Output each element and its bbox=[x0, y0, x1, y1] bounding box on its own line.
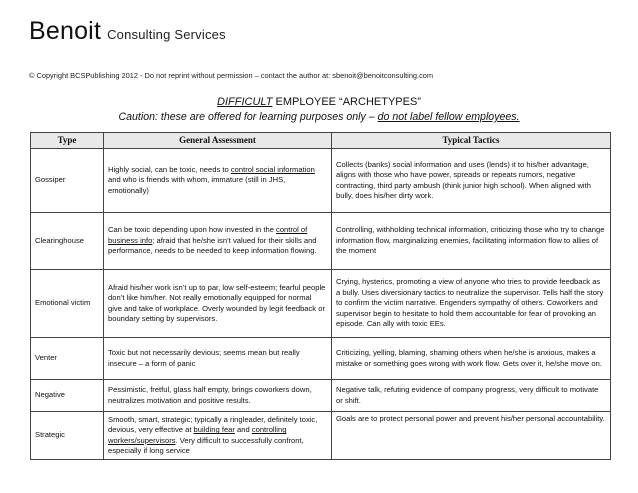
copyright-notice: © Copyright BCSPublishing 2012 - Do not reprint without permission – contact the author at: sbenoit@benoitconsulting.com bbox=[29, 71, 434, 80]
tactics-cell: Collects (banks) social information and uses (lends) it to his/her advantage, aligns with those who have power, spreads or repeats rumors, negative contracting, third party ambush (think junior high school). When aligned with bully, does his/her dirty work. bbox=[332, 149, 611, 213]
header-typical-tactics: Typical Tactics bbox=[332, 133, 611, 149]
assessment-text-mid: and bbox=[234, 425, 252, 435]
assessment-cell: Pessimistic, fretful, glass half empty, brings coworkers down, neutralizes motivation and positive results. bbox=[104, 380, 332, 412]
assessment-text-end: ; afraid that he/she isn’t valued for their skills and performance, needs to be needed to keep information flowing. bbox=[108, 235, 317, 256]
assessment-text: Highly social, can be toxic, needs to bbox=[108, 164, 231, 174]
tactics-cell: Goals are to protect personal power and prevent his/her personal accountability. bbox=[332, 412, 611, 460]
assessment-cell bbox=[104, 149, 332, 213]
assessment-text-end: . Very difficult to successfully confront, especially if long service bbox=[108, 435, 304, 455]
type-cell: Negative bbox=[31, 380, 104, 412]
brand-first: Benoit bbox=[29, 17, 102, 45]
caution-text: Caution: these are offered for learning purposes only – bbox=[118, 111, 378, 123]
tactics-cell: Crying, hysterics, promoting a view of anyone who tries to provide feedback as a bully. Uses diversionary tactics to neutralize the supervisor. Tells half the story to confirm the victim narrative. Engenders sympathy of others. Coworkers and supervisor begin to hesitate to hold them accountable for fear of provoking an episode. Can ally with toxic EEs. bbox=[332, 270, 611, 338]
caution-line bbox=[0, 111, 638, 123]
assessment-text: Smooth, smart, strategic; typically a ringleader, definitely toxic, devious, very effective at bbox=[108, 414, 318, 435]
table-row bbox=[31, 270, 611, 338]
type-cell: Strategic bbox=[31, 412, 104, 460]
table-row bbox=[31, 412, 611, 460]
document-title bbox=[0, 96, 638, 108]
assessment-cell bbox=[104, 412, 332, 460]
letterhead bbox=[29, 16, 226, 50]
type-cell: Emotional victim bbox=[31, 270, 104, 338]
table-row bbox=[31, 338, 611, 380]
assessment-cell bbox=[104, 213, 332, 270]
caution-underlined: do not label fellow employees. bbox=[377, 111, 520, 123]
table-row bbox=[31, 213, 611, 270]
header-general-assessment: General Assessment bbox=[104, 133, 332, 149]
title-underlined: DIFFICULT bbox=[217, 96, 273, 108]
type-cell: Clearinghouse bbox=[31, 213, 104, 270]
type-cell: Gossiper bbox=[31, 149, 104, 213]
table-row bbox=[31, 149, 611, 213]
brand-rest: Consulting Services bbox=[107, 27, 226, 42]
tactics-cell: Controlling, withholding technical information, criticizing those who try to change information flow, marginalizing enemies, facilitating information flow to allies of the moment bbox=[332, 213, 611, 270]
assessment-underlined: control of business info bbox=[108, 225, 308, 245]
tactics-cell: Criticizing, yelling, blaming, shaming others when he/she is anxious, makes a mistake or something goes wrong with work flow. Gets over it, he/she move on. bbox=[332, 338, 611, 380]
assessment-underlined: building fear bbox=[193, 425, 235, 435]
table-row bbox=[31, 380, 611, 412]
assessment-text-end: and who is friends with whom, immature (still in JHS, emotionally) bbox=[108, 175, 286, 195]
archetypes-table bbox=[30, 132, 611, 460]
assessment-cell: Toxic but not necessarily devious; seems mean but really insecure – a form of panic bbox=[104, 338, 332, 380]
table-header-row bbox=[31, 133, 611, 149]
assessment-underlined: control social information bbox=[230, 164, 315, 174]
title-rest: EMPLOYEE “ARCHETYPES” bbox=[272, 96, 421, 108]
assessment-text: Can be toxic depending upon how invested in the bbox=[108, 225, 277, 235]
assessment-cell: Afraid his/her work isn’t up to par, low self-esteem; fearful people don’t like him/her. Not really emotionally equipped for normal give and take of workplace. Overly wounded by legit feedback or boundary setting by supervisors. bbox=[104, 270, 332, 338]
header-type: Type bbox=[31, 133, 104, 149]
tactics-cell: Negative talk, refuting evidence of company progress, very difficult to motivate or shift. bbox=[332, 380, 611, 412]
brand-name bbox=[29, 16, 226, 50]
assessment-underlined-2: controlling workers/supervisors bbox=[108, 425, 287, 445]
type-cell: Venter bbox=[31, 338, 104, 380]
